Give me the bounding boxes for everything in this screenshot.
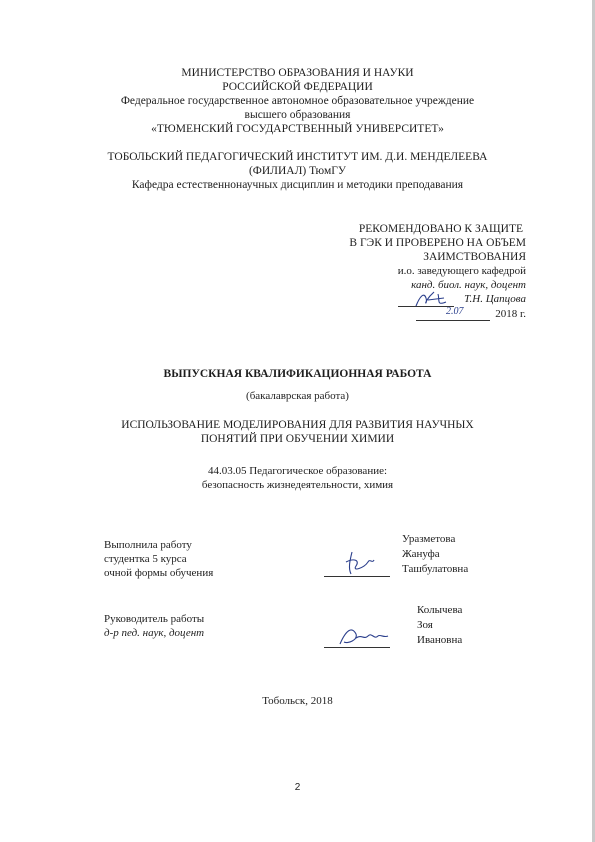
approval-role: и.о. заведующего кафедрой: [397, 265, 526, 277]
university-name: «ТЮМЕНСКИЙ ГОСУДАРСТВЕННЫЙ УНИВЕРСИТЕТ»: [151, 123, 444, 135]
department-name: Кафедра естественнонаучных дисциплин и методики преподавания: [131, 179, 464, 191]
student-first-name: Жануфа: [402, 548, 440, 560]
supervisor-label-2: д-р пед. наук, доцент: [104, 627, 205, 639]
approval-line-2: В ГЭК И ПРОВЕРЕНО НА ОБЪЕМ: [349, 237, 526, 249]
student-label-1: Выполнила работу: [104, 539, 192, 551]
institution-line-2: высшего образования: [244, 109, 351, 121]
supervisor-label-1: Руководитель работы: [104, 613, 205, 625]
page-number: 2: [294, 782, 301, 793]
student-label-2: студентка 5 курса: [104, 553, 187, 565]
branch-line-1: ТОБОЛЬСКИЙ ПЕДАГОГИЧЕСКИЙ ИНСТИТУТ ИМ. Д.И. МЕНДЕЛЕЕВА: [107, 151, 488, 163]
date-line: [416, 320, 490, 321]
topic-line-2: ПОНЯТИЙ ПРИ ОБУЧЕНИИ ХИМИИ: [200, 433, 395, 445]
supervisor-signature-line: [324, 647, 390, 648]
head-name: Т.Н. Цапцова: [464, 293, 526, 305]
approval-year: 2018 г.: [495, 308, 526, 320]
handwritten-date: 2.07: [446, 306, 464, 317]
work-type-title: ВЫПУСКНАЯ КВАЛИФИКАЦИОННАЯ РАБОТА: [163, 368, 432, 380]
program-line-2: безопасность жизнедеятельности, химия: [201, 479, 394, 491]
ministry-line-2: РОССИЙСКОЙ ФЕДЕРАЦИИ: [222, 81, 373, 93]
city-year: Тобольск, 2018: [262, 695, 333, 707]
program-line-1: 44.03.05 Педагогическое образование:: [207, 465, 388, 477]
approval-line-1: РЕКОМЕНДОВАНО К ЗАЩИТЕ: [358, 223, 523, 235]
topic-line-1: ИСПОЛЬЗОВАНИЕ МОДЕЛИРОВАНИЯ ДЛЯ РАЗВИТИЯ НАУЧНЫХ: [121, 419, 474, 431]
institution-line-1: Федеральное государственное автономное образовательное учреждение: [120, 95, 475, 107]
supervisor-first-name: Зоя: [417, 619, 433, 631]
student-surname: Уразметова: [402, 533, 456, 545]
supervisor-patronymic: Ивановна: [417, 634, 463, 646]
ministry-line-1: МИНИСТЕРСТВО ОБРАЗОВАНИЯ И НАУКИ: [181, 67, 414, 79]
student-patronymic: Ташбулатовна: [402, 563, 469, 575]
student-label-3: очной формы обучения: [104, 567, 214, 579]
student-signature-line: [324, 576, 390, 577]
approval-degree: канд. биол. наук, доцент: [411, 279, 526, 291]
approval-line-3: ЗАИМСТВОВАНИЯ: [423, 251, 526, 263]
student-signature: [342, 548, 378, 578]
supervisor-surname: Колычева: [417, 604, 463, 616]
work-subtype: (бакалаврская работа): [246, 390, 349, 402]
branch-line-2: (ФИЛИАЛ) ТюмГУ: [248, 165, 347, 177]
